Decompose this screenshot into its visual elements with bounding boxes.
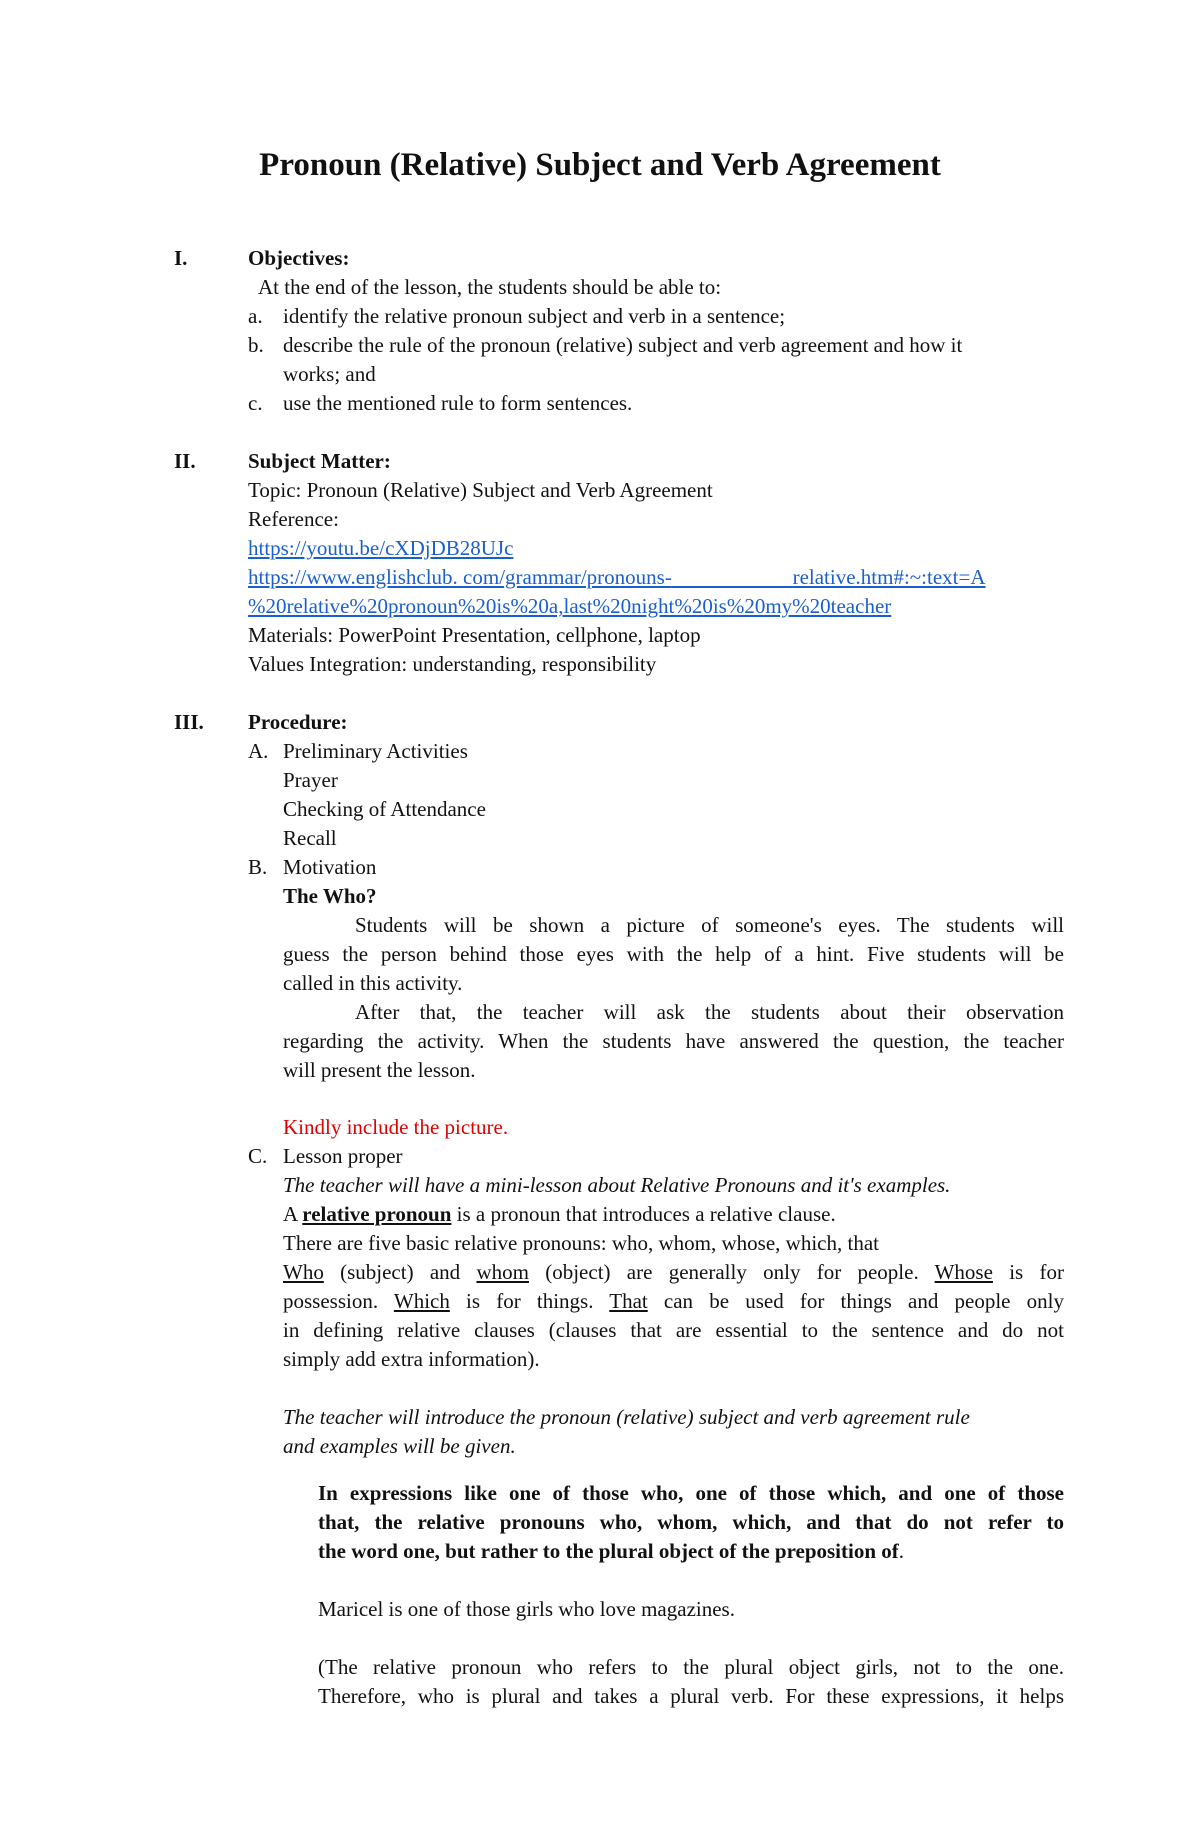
objective-marker: a. (248, 304, 263, 328)
usage-line-4: simply add extra information). (283, 1347, 540, 1371)
englishclub-link-part2[interactable]: relative.htm#:~:text=A (792, 565, 986, 589)
rule-line-1: In expressions like one of those who, one of those which, and one of those (318, 1481, 1064, 1505)
step-marker: A. (248, 739, 269, 763)
values-line: Values Integration: understanding, responsibility (248, 652, 657, 676)
topic-line: Topic: Pronoun (Relative) Subject and Verb Agreement (248, 478, 713, 502)
usage-line-1 (283, 1258, 1064, 1287)
motivation-line-4: After that, the teacher will ask the students about their observation (355, 1000, 1064, 1024)
prelim-prayer: Prayer (283, 768, 338, 792)
objective-marker: c. (248, 391, 263, 415)
mini-lesson-line: The teacher will have a mini-lesson about Relative Pronouns and it's examples. (283, 1173, 951, 1197)
prelim-recall: Recall (283, 826, 337, 850)
usage-line-2 (283, 1287, 1064, 1316)
objectives-intro: At the end of the lesson, the students should be able to: (258, 275, 722, 299)
objective-marker: b. (248, 333, 264, 357)
rule-line-3 (318, 1537, 1134, 1566)
reference-link-englishclub[interactable] (248, 563, 1064, 592)
motivation-line-1: Students will be shown a picture of someone's eyes. The students will (355, 913, 1064, 937)
usage-who: Who (283, 1260, 324, 1284)
usage-whom: whom (476, 1260, 529, 1284)
objective-text: describe the rule of the pronoun (relative) subject and verb agreement and how it (283, 333, 963, 357)
materials-line: Materials: PowerPoint Presentation, cellphone, laptop (248, 623, 701, 647)
objective-text: use the mentioned rule to form sentences. (283, 391, 633, 415)
prelim-attendance: Checking of Attendance (283, 797, 486, 821)
definition-line (283, 1200, 1099, 1229)
activity-title: The Who? (283, 884, 377, 908)
objective-text: identify the relative pronoun subject and verb in a sentence; (283, 304, 786, 328)
usage-text: possession. (283, 1289, 394, 1313)
usage-which: Which (393, 1289, 450, 1313)
step-label: Lesson proper (283, 1144, 403, 1168)
rule-line-2: that, the relative pronouns who, whom, which, and that do not refer to (318, 1510, 1064, 1534)
step-label: Preliminary Activities (283, 739, 468, 763)
explain-line-2: Therefore, who is plural and takes a plural verb. For these expressions, it helps (318, 1684, 1064, 1708)
example-sentence: Maricel is one of those girls who love magazines. (318, 1597, 735, 1621)
usage-text: can be used for things and people only (647, 1289, 1064, 1313)
usage-text: is for (992, 1260, 1064, 1284)
objective-text: works; and (283, 362, 376, 386)
englishclub-link-part1[interactable]: https://www.englishclub. com/grammar/pronouns- (248, 565, 672, 589)
subject-matter-heading: Subject Matter: (248, 449, 391, 473)
motivation-line-3: called in this activity. (283, 971, 463, 995)
definition-article: A (283, 1202, 303, 1226)
reference-link-youtube[interactable] (248, 534, 1064, 563)
usage-text: (subject) and (323, 1260, 477, 1284)
introduce-line-1: The teacher will introduce the pronoun (relative) subject and verb agreement rule (283, 1405, 970, 1429)
note-include-picture: Kindly include the picture. (283, 1115, 509, 1139)
introduce-line-2: and examples will be given. (283, 1434, 516, 1458)
section-numeral-procedure: III. (174, 710, 204, 734)
reference-link-englishclub-cont[interactable] (248, 592, 1064, 621)
reference-label: Reference: (248, 507, 339, 531)
englishclub-link-gap[interactable] (672, 565, 793, 589)
step-label: Motivation (283, 855, 377, 879)
rule-period: . (898, 1539, 905, 1563)
usage-text: (object) are generally only for people. (528, 1260, 935, 1284)
englishclub-link-line2[interactable]: %20relative%20pronoun%20is%20a,last%20night%20is%20my%20teacher (248, 594, 892, 618)
motivation-line-2: guess the person behind those eyes with the help of a hint. Five students will be (283, 942, 1064, 966)
motivation-line-5: regarding the activity. When the students have answered the question, the teacher (283, 1029, 1064, 1053)
definition-rest: is a pronoun that introduces a relative clause. (451, 1202, 836, 1226)
section-numeral-subject-matter: II. (174, 449, 196, 473)
step-marker: C. (248, 1144, 268, 1168)
step-marker: B. (248, 855, 268, 879)
usage-that: That (609, 1289, 648, 1313)
usage-line-3: in defining relative clauses (clauses that are essential to the sentence and do not (283, 1318, 1064, 1342)
five-basic-line: There are five basic relative pronouns: who, whom, whose, which, that (283, 1231, 879, 1255)
procedure-heading: Procedure: (248, 710, 348, 734)
section-numeral-objectives: I. (174, 246, 188, 270)
page-title: Pronoun (Relative) Subject and Verb Agreement (259, 147, 941, 183)
usage-text: is for things. (449, 1289, 610, 1313)
definition-term: relative pronoun (302, 1202, 452, 1226)
usage-whose: Whose (934, 1260, 993, 1284)
youtube-link[interactable]: https://youtu.be/cXDjDB28UJc (248, 536, 514, 560)
explain-line-1: (The relative pronoun who refers to the plural object girls, not to the one. (318, 1655, 1064, 1679)
rule-text: the word one, but rather to the plural object of the preposition of (318, 1539, 899, 1563)
objectives-heading: Objectives: (248, 246, 350, 270)
motivation-line-6: will present the lesson. (283, 1058, 476, 1082)
